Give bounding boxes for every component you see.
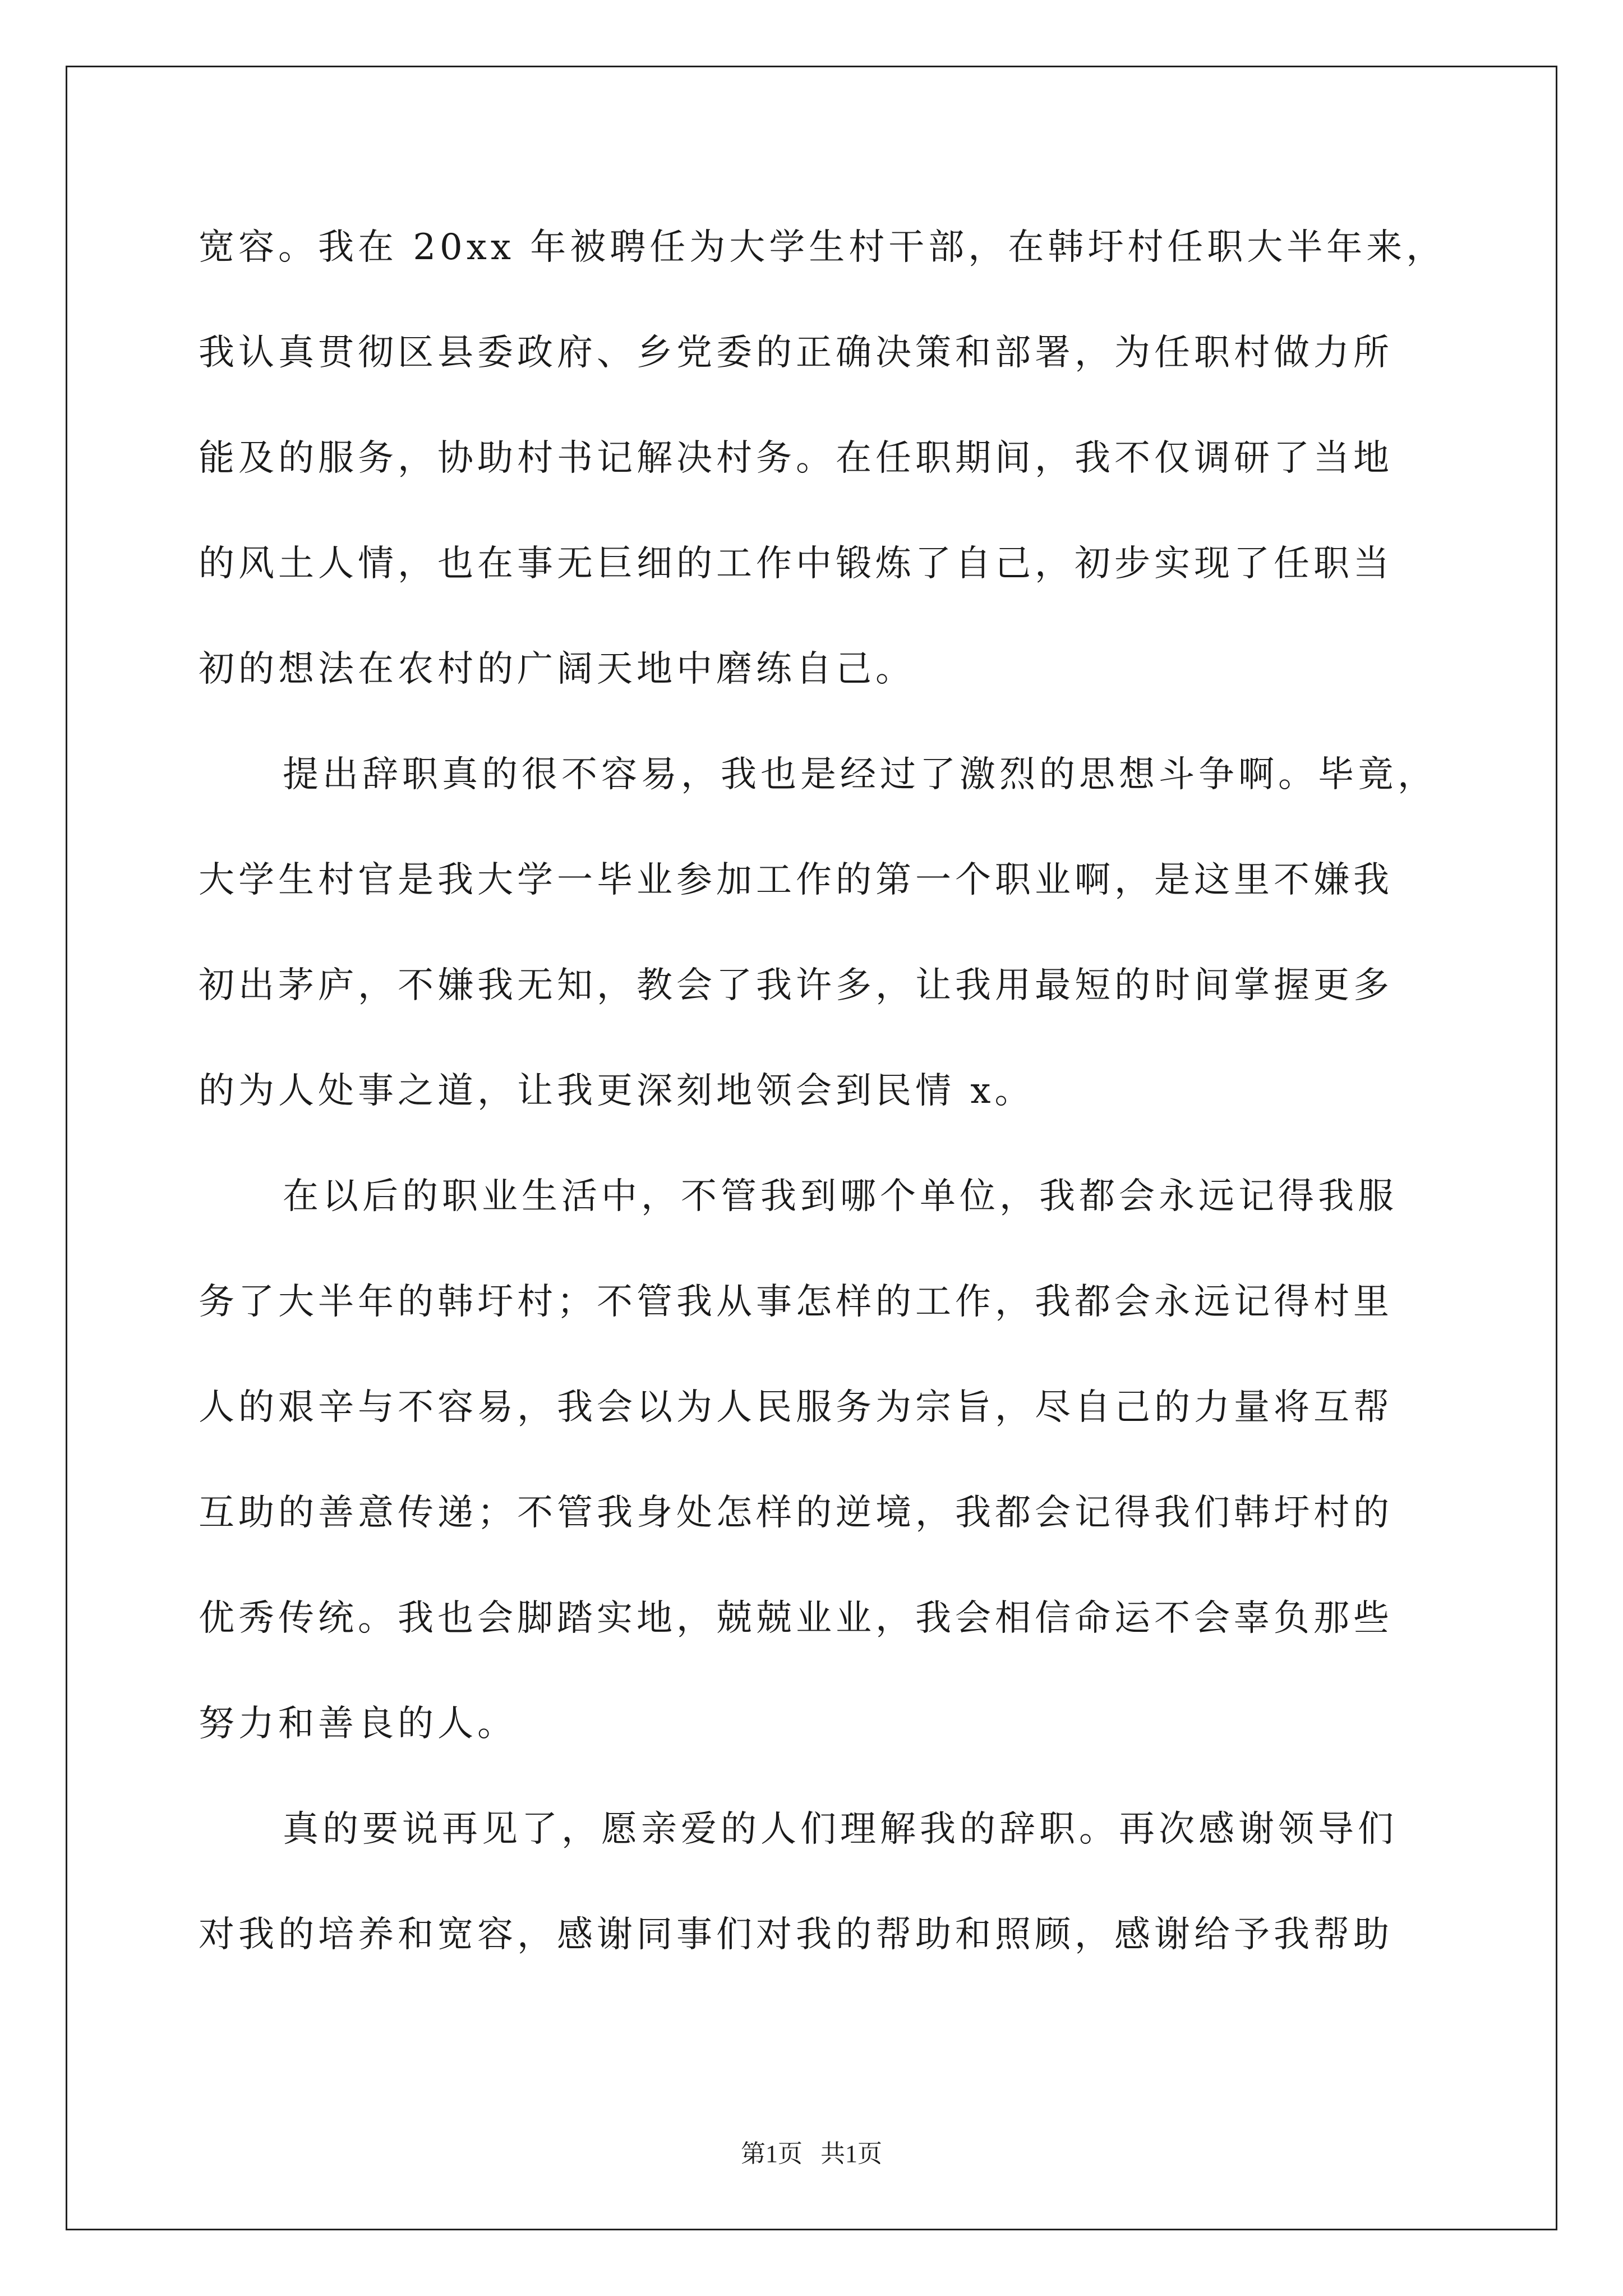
document-body (199, 221, 1449, 2014)
text-line: 努力和善良的人。 (199, 1703, 517, 1745)
paragraph-1 (199, 221, 1449, 696)
text-line: 提出辞职真的很不容易，我也是经过了激烈的思想斗争啊。毕竟， (283, 754, 1437, 795)
text-line: 的风土人情，也在事无巨细的工作中锻炼了自己，初步实现了任职当 (199, 543, 1393, 585)
text-line: 人的艰辛与不容易，我会以为人民服务为宗旨，尽自己的力量将互帮 (199, 1387, 1393, 1428)
paragraph-4 (199, 1803, 1449, 1961)
page-number: 第1页 (741, 2140, 803, 2168)
page-total: 共1页 (820, 2140, 882, 2168)
text-line: 能及的服务，协助村书记解决村务。在任职期间，我不仅调研了当地 (199, 438, 1393, 479)
text-line: 我认真贯彻区县委政府、乡党委的正确决策和部署，为任职村做力所 (199, 332, 1393, 374)
page-footer (0, 2137, 1623, 2171)
text-line: 真的要说再见了，愿亲爱的人们理解我的辞职。再次感谢领导们 (283, 1809, 1398, 1850)
text-line: 初出茅庐，不嫌我无知，教会了我许多，让我用最短的时间掌握更多 (199, 965, 1393, 1006)
text-line: 优秀传统。我也会脚踏实地，兢兢业业，我会相信命运不会辜负那些 (199, 1598, 1393, 1639)
text-line: 在以后的职业生活中，不管我到哪个单位，我都会永远记得我服 (283, 1176, 1398, 1217)
paragraph-2 (199, 748, 1449, 1117)
text-line: 的为人处事之道，让我更深刻地领会到民情 x。 (199, 1070, 1035, 1112)
text-line: 对我的培养和宽容，感谢同事们对我的帮助和照顾，感谢给予我帮助 (199, 1914, 1393, 1955)
text-line: 大学生村官是我大学一毕业参加工作的第一个职业啊，是这里不嫌我 (199, 859, 1393, 901)
text-line: 互助的善意传递；不管我身处怎样的逆境，我都会记得我们韩圩村的 (199, 1492, 1393, 1534)
text-line: 初的想法在农村的广阔天地中磨练自己。 (199, 648, 915, 690)
text-line: 务了大半年的韩圩村；不管我从事怎样的工作，我都会永远记得村里 (199, 1281, 1393, 1323)
text-line: 宽容。我在 20xx 年被聘任为大学生村干部，在韩圩村任职大半年来， (199, 227, 1446, 268)
paragraph-3 (199, 1170, 1449, 1750)
